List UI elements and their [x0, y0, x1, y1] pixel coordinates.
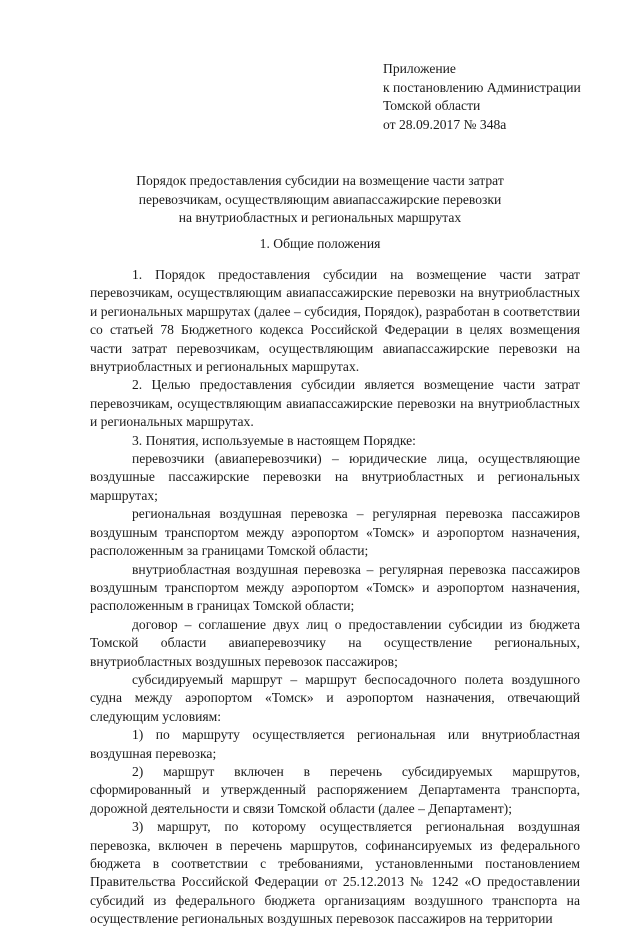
paragraph-8: субсидируемый маршрут – маршрут беспосадочного полета воздушного судна между аэропортом «Томск» и аэропортом назначения, отвечающий следующим условиям:	[90, 671, 580, 724]
appendix-line-2: к постановлению Администрации	[383, 79, 581, 95]
paragraph-5: региональная воздушная перевозка – регулярная перевозка пассажиров воздушным транспортом между аэропортом «Томск» и аэропортом назначения, расположенным за границами Томской области;	[90, 506, 580, 559]
paragraph-2: 2. Целью предоставления субсидии является возмещение части затрат перевозчикам, осуществляющим авиапассажирские перевозки на внутриобластных и региональных маршрутах.	[90, 377, 580, 430]
title-line-3: на внутриобластных и региональных маршрутах	[178, 210, 462, 225]
appendix-block	[383, 60, 581, 134]
paragraph-4: перевозчики (авиаперевозчики) – юридические лица, осуществляющие воздушные пассажирские перевозки на внутриобластных и региональных маршрутах;	[90, 451, 580, 503]
appendix-line-1: Приложение	[383, 61, 456, 76]
document-title	[90, 172, 550, 228]
document-body	[90, 266, 580, 929]
title-line-2: перевозчикам, осуществляющим авиапассажирские перевозки	[138, 191, 502, 207]
paragraph-1: 1. Порядок предоставления субсидии на возмещение части затрат перевозчикам, осуществляющим авиапассажирские перевозки на внутриобластных и региональных маршрутах (далее – субсидия, Порядок), разработан в соответствии со статьей 78 Бюджетного кодекса Российской Федерации в целях возмещения части затрат перевозчикам, осуществляющим авиапассажирские перевозки на внутриобластных и региональных маршрутах.	[90, 267, 580, 375]
paragraph-10: 2) маршрут включен в перечень субсидируемых маршрутов, сформированный и утвержденный распоряжением Департамента транспорта, дорожной деятельности и связи Томской области (далее – Департамент);	[90, 763, 580, 816]
paragraph-11: 3) маршрут, по которому осуществляется региональная воздушная перевозка, включен в перечень маршрутов, софинансируемых из федерального бюджета в соответствии с требованиями, установленными постановлением Правительства Российской Федерации от 25.12.2013 № 1242 «О предоставлении субсидий из федерального бюджета организациям воздушного транспорта на осуществление региональных воздушных перевозок пассажиров на территории	[90, 819, 580, 927]
paragraph-6: внутриобластная воздушная перевозка – регулярная перевозка пассажиров воздушным транспортом между аэропортом «Томск» и аэропортом назначения, расположенным в границах Томской области;	[90, 561, 580, 614]
paragraph-7: договор – соглашение двух лиц о предоставлении субсидии из бюджета Томской области авиаперевозчику на осуществление региональных, внутриобластных воздушных перевозок пассажиров;	[90, 616, 580, 669]
paragraph-9: 1) по маршруту осуществляется региональная или внутриобластная воздушная перевозка;	[90, 727, 580, 761]
appendix-line-3: Томской области	[383, 98, 481, 113]
appendix-line-4: от 28.09.2017 № 348а	[383, 116, 507, 132]
title-line-1: Порядок предоставления субсидии на возмещение части затрат	[136, 173, 504, 188]
paragraph-3: 3. Понятия, используемые в настоящем Порядке:	[132, 432, 416, 448]
section-heading: 1. Общие положения	[259, 236, 381, 251]
